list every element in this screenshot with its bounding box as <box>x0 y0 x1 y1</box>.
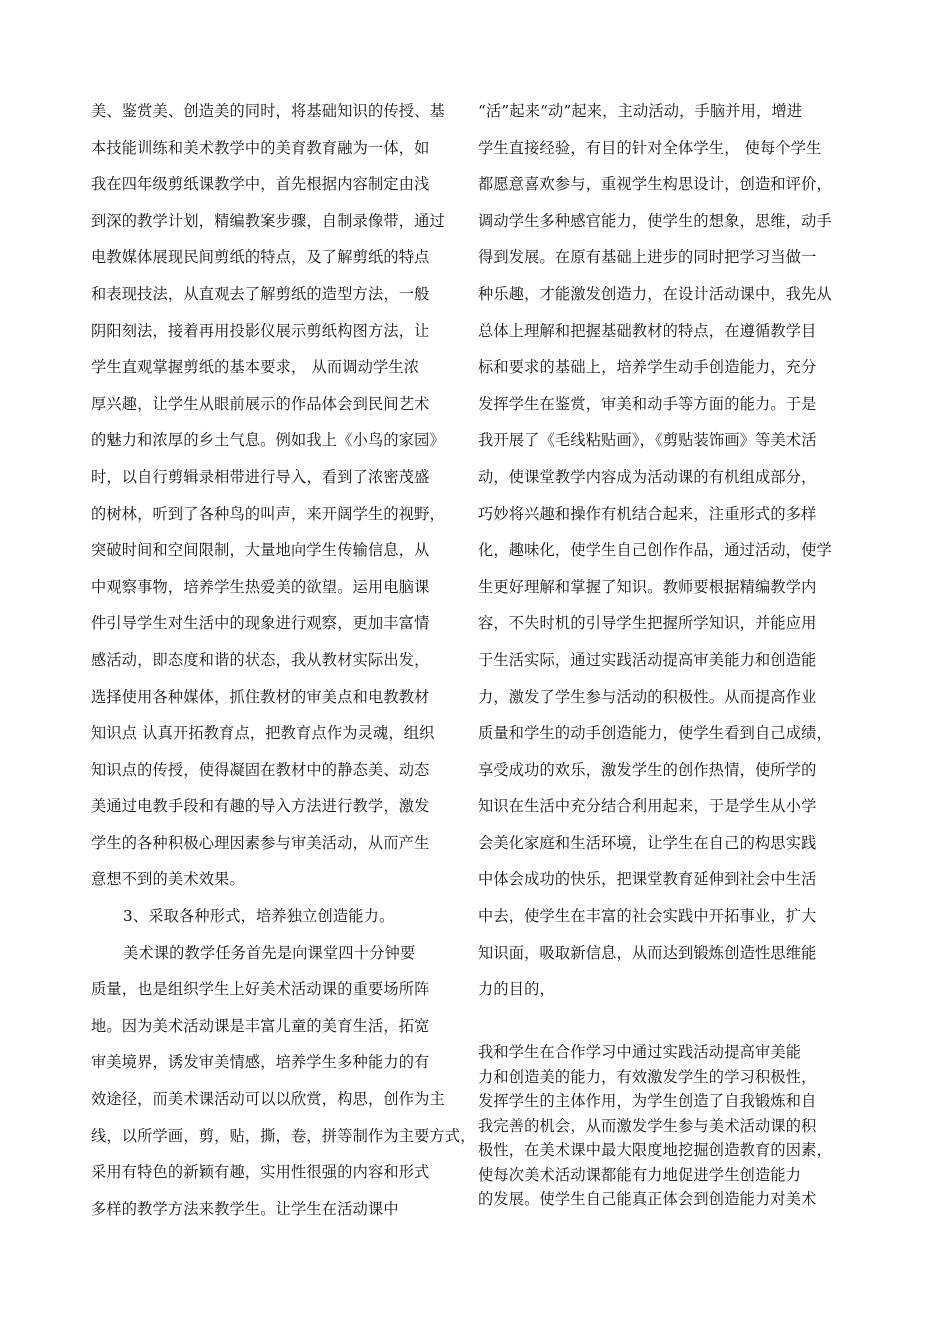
text-line: 知识点的传授，使得凝固在教材中的静态美、动态 <box>91 760 430 779</box>
text-line: 阴阳刻法，接着再用投影仪展示剪纸构图方法，让 <box>91 321 430 340</box>
text-line: 本技能训练和美术教学中的美育教育融为一体，如 <box>91 138 430 157</box>
text-line: 标和要求的基础上，培养学生动手创造能力，充分 <box>478 358 817 377</box>
text-line: 中去，使学生在丰富的社会实践中开拓事业，扩大 <box>478 907 817 926</box>
text-line: 知识点 认真开拓教育点，把教育点作为灵魂，组织 <box>91 724 435 743</box>
text-line: 中观察事物，培养学生热爱美的欲望。运用电脑课 <box>91 577 430 596</box>
text-line: 力，激发了学生参与活动的积极性。从而提高作业 <box>478 687 817 706</box>
text-line: 极性，在美术课中最大限度地挖掘创造教育的因素， <box>478 1141 832 1159</box>
text-line: 多样的教学方法来教学生。让学生在活动课中 <box>91 1199 399 1218</box>
text-line: 美、鉴赏美、创造美的同时，将基础知识的传授、基 <box>91 102 445 120</box>
text-line: 动，使课堂教学内容成为活动课的有机组成部分， <box>478 467 817 486</box>
text-line: 到深的教学计划，精编教案步骤，自制录像带，通过 <box>91 211 445 230</box>
text-line: 和表现技法，从直观去了解剪纸的造型方法，一般 <box>91 284 430 303</box>
text-line: 我和学生在合作学习中通过实践活动提高审美能 <box>478 1043 802 1061</box>
text-line: 学生直接经验，有目的针对全体学生， 使每个学生 <box>478 138 822 157</box>
text-line: 发挥学生的主体作用，为学生创造了自我锻炼和自 <box>478 1092 817 1110</box>
text-line: 力和创造美的能力，有效激发学生的学习积极性， <box>478 1067 817 1086</box>
text-line: 发挥学生在鉴赏，审美和动手等方面的能力。于是 <box>478 394 817 413</box>
text-line: 我开展了《毛线粘贴画》，《剪贴装饰画》等美术活 <box>478 431 817 450</box>
text-line: 电教媒体展现民间剪纸的特点，及了解剪纸的特点 <box>91 248 430 267</box>
right-column <box>478 93 878 1008</box>
text-line: 感活动，即态度和谐的状态，我从教材实际出发， <box>91 650 430 669</box>
text-line: 享受成功的欢乐，激发学生的创作热情，使所学的 <box>478 760 817 779</box>
text-line: 调动学生多种感官能力，使学生的想象，思维，动手 <box>478 211 832 230</box>
text-line: 的发展。使学生自己能真正体会到创造能力对美术 <box>478 1190 817 1208</box>
text-line: 总体上理解和把握基础教材的特点，在遵循教学目 <box>478 321 817 340</box>
text-line: 的树林，听到了各种鸟的叫声，来开阔学生的视野， <box>91 504 445 523</box>
text-line: 我在四年级剪纸课教学中，首先根据内容制定由浅 <box>91 175 430 194</box>
text-line: 中体会成功的快乐，把课堂教育延伸到社会中生活 <box>478 870 817 889</box>
text-line: 美通过电教手段和有趣的导入方法进行教学，激发 <box>91 797 430 816</box>
text-line: 线，以所学画，剪，贴，撕，卷，拼等制作为主要方式， <box>91 1126 476 1145</box>
text-line: 质量和学生的动手创造能力，使学生看到自己成绩， <box>478 724 832 743</box>
text-line: 种乐趣，才能激发创造力，在设计活动课中，我先从 <box>478 284 832 303</box>
text-line: 力的目的， <box>478 980 555 999</box>
text-line: 突破时间和空间限制，大量地向学生传输信息，从 <box>91 541 430 560</box>
text-line: 知识面，吸取新信息，从而达到锻炼创造性思维能 <box>478 943 817 962</box>
text-line: 会美化家庭和生活环境，让学生在自己的构思实践 <box>478 833 817 852</box>
text-line: 于生活实际，通过实践活动提高审美能力和创造能 <box>478 650 817 669</box>
text-line: 知识在生活中充分结合利用起来，于是学生从小学 <box>478 797 817 816</box>
text-line: 得到发展。在原有基础上进步的同时把学习当做一 <box>478 248 817 267</box>
text-line: 地。因为美术活动课是丰富儿童的美育生活，拓宽 <box>91 1016 430 1035</box>
text-line: 效途径，而美术课活动可以以欣赏，构思，创作为主 <box>91 1090 445 1109</box>
text-line: 容，不失时机的引导学生把握所学知识，并能应用 <box>478 614 817 633</box>
right-paragraph-2 <box>478 1040 878 1212</box>
text-line: 化，趣味化，使学生自己创作作品，通过活动，使学 <box>478 541 832 560</box>
text-line: 我完善的机会，从而激发学生参与美术活动课的积 <box>478 1116 817 1135</box>
text-line: 3、采取各种形式，培养独立创造能力。 <box>123 907 395 926</box>
text-line: 采用有特色的新颖有趣，实用性很强的内容和形式 <box>91 1163 430 1182</box>
text-line: 审美境界，诱发审美情感，培养学生多种能力的有 <box>91 1053 430 1072</box>
text-line: 学生的各种积极心理因素参与审美活动，从而产生 <box>91 833 430 852</box>
text-line: 美术课的教学任务首先是向课堂四十分钟要 <box>123 943 416 962</box>
text-line: 巧妙将兴趣和操作有机结合起来，注重形式的多样 <box>478 504 817 523</box>
text-line: 意想不到的美术效果。 <box>91 870 245 889</box>
text-line: 选择使用各种媒体，抓住教材的审美点和电教教材 <box>91 687 430 706</box>
text-line: 使每次美术活动课都能有力地促进学生创造能力 <box>478 1165 802 1184</box>
text-line: 都愿意喜欢参与，重视学生构思设计，创造和评价， <box>478 175 832 194</box>
text-line: 厚兴趣，让学生从眼前展示的作品体会到民间艺术 <box>91 394 430 413</box>
text-line: 质量，也是组织学生上好美术活动课的重要场所阵 <box>91 980 430 999</box>
left-column <box>91 93 481 1227</box>
text-line: 时，以自行剪辑录相带进行导入，看到了浓密茂盛 <box>91 467 430 486</box>
text-line: 的魅力和浓厚的乡土气息。例如我上《小鸟的家园》 <box>91 431 445 450</box>
text-line: “活”起来“动”起来，主动活动，手脑并用，增进 <box>478 102 803 120</box>
text-line: 生更好理解和掌握了知识。教师要根据精编教学内 <box>478 577 817 596</box>
text-line: 件引导学生对生活中的现象进行观察，更加丰富情 <box>91 614 430 633</box>
text-line: 学生直观掌握剪纸的基本要求， 从而调动学生浓 <box>91 358 420 377</box>
